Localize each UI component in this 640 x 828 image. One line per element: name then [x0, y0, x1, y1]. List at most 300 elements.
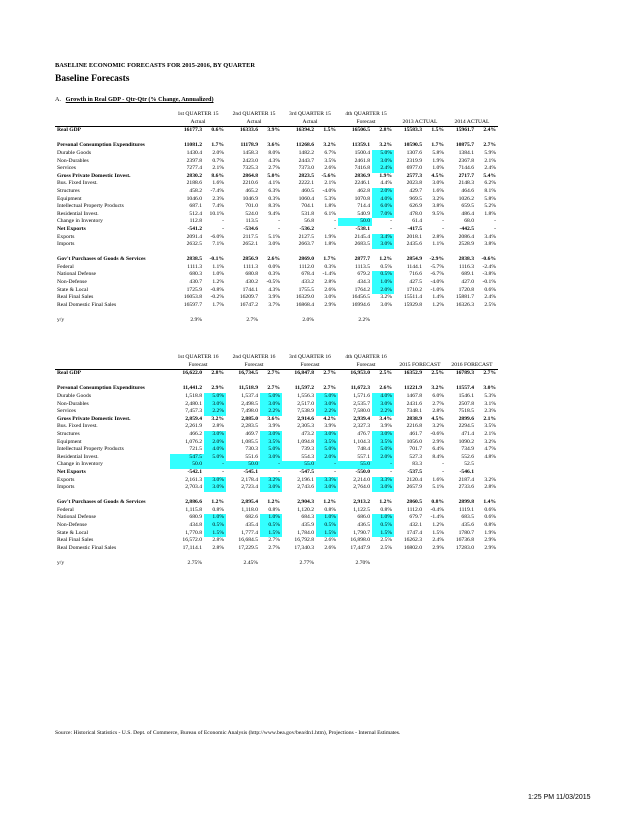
- cell-value: 56.8: [304, 218, 314, 225]
- cell-pct-change: 2.7%: [268, 165, 280, 172]
- cell-pct-change: -: [442, 468, 444, 475]
- row-label: Gov't Purchases of Goods & Services: [57, 256, 146, 263]
- cell-value: [446, 249, 476, 257]
- cell-pct-change: 2.1%: [483, 415, 496, 422]
- cell-pct-change: -5.7%: [430, 263, 444, 270]
- cell-pct-change: 2.8%: [212, 544, 224, 551]
- cell-pct-change: 5.9%: [484, 149, 496, 156]
- cell-pct-change: 2.4%: [372, 165, 394, 173]
- row-label: Non-Durables: [57, 157, 89, 164]
- cell-pct-change: 0.8%: [484, 522, 496, 529]
- cell-pct-change: 5.1%: [268, 233, 280, 240]
- table-row: [55, 234, 498, 242]
- cell-value: 16329.0: [295, 294, 314, 301]
- cell-pct-change: 2.4%: [432, 537, 444, 544]
- table-row: [55, 507, 498, 515]
- cell-pct-change: 3.0%: [316, 401, 338, 409]
- cell-pct-change: 5.1%: [432, 484, 444, 491]
- cell-value: 83.3: [412, 461, 422, 468]
- cell-pct-change: 3.2%: [431, 385, 444, 392]
- cell-value: 551.6: [245, 453, 258, 460]
- cell-pct-change: -: [260, 461, 282, 469]
- cell-value: 540.9: [357, 210, 370, 217]
- cell-value: [446, 317, 476, 325]
- cell-value: [446, 492, 476, 500]
- cell-pct-change: 2.2%: [260, 408, 282, 416]
- cell-pct-change: 2.5%: [380, 537, 392, 544]
- cell-value: 460.5: [301, 187, 314, 194]
- cell-pct-change: 7.0%: [372, 211, 394, 219]
- table-row: [55, 271, 498, 279]
- cell-value: 2507.8: [458, 400, 474, 407]
- cell-value: [338, 492, 372, 500]
- cell-value: 701.0: [245, 203, 258, 210]
- table-row: [55, 431, 498, 439]
- table-row: [55, 158, 498, 166]
- row-label: Structures: [57, 187, 80, 194]
- cell-value: 50.0: [170, 461, 204, 469]
- column-quarter-header: 2nd QUARTER 15: [232, 111, 276, 117]
- cell-value: 15511.4: [404, 294, 422, 301]
- cell-value: 435.6: [461, 522, 474, 529]
- cell-value: 552.6: [461, 453, 474, 460]
- cell-value: 716.6: [409, 271, 422, 278]
- cell-value: 2.7%: [246, 317, 258, 324]
- row-label: y/y: [57, 317, 65, 324]
- table-row: [55, 522, 498, 530]
- column-status-header: Forecast: [226, 362, 282, 370]
- cell-value: 2,161.3: [185, 476, 202, 483]
- cell-value: 1,518.8: [185, 392, 202, 399]
- cell-value: 16209.7: [239, 294, 258, 301]
- cell-value: [282, 135, 316, 143]
- cell-pct-change: 2.8%: [212, 537, 224, 544]
- cell-pct-change: 3.8%: [484, 241, 496, 248]
- cell-pct-change: 3.2%: [379, 142, 392, 149]
- cell-pct-change: 3.1%: [484, 400, 496, 407]
- cell-value: 1,094.8: [297, 438, 314, 445]
- cell-pct-change: 6.3%: [268, 187, 280, 194]
- row-label: Real Domestic Final Sales: [57, 544, 117, 551]
- cell-value: 686.0: [357, 514, 370, 521]
- column-status-header: 2016 FORECAST: [446, 362, 498, 370]
- table-row: [55, 196, 498, 204]
- cell-pct-change: 2.1%: [324, 180, 336, 187]
- cell-pct-change: 2.8%: [204, 370, 226, 378]
- cell-pct-change: 5.3%: [484, 392, 496, 399]
- cell-pct-change: 5.0%: [204, 454, 226, 462]
- cell-value: 16994.6: [351, 301, 370, 308]
- cell-pct-change: [372, 492, 394, 500]
- cell-pct-change: -0.4%: [430, 506, 444, 513]
- cell-pct-change: 3.5%: [372, 439, 394, 447]
- column-status-header: Forecast: [282, 362, 338, 370]
- cell-value: 7348.1: [406, 408, 422, 415]
- cell-value: 1,556.3: [297, 392, 314, 399]
- cell-value: 434.8: [189, 522, 202, 529]
- cell-value: 2,885.0: [241, 415, 258, 422]
- row-label: Bus. Fixed Invest.: [57, 423, 98, 430]
- cell-pct-change: -: [278, 468, 280, 475]
- cell-pct-change: 1.0%: [204, 514, 226, 522]
- cell-pct-change: -: [204, 461, 226, 469]
- cell-value: 2.45%: [243, 560, 258, 567]
- cell-value: 1,115.8: [185, 506, 202, 513]
- row-label: Residential Invest.: [57, 210, 99, 217]
- table-row: [55, 537, 498, 545]
- cell-pct-change: [204, 378, 226, 386]
- cell-pct-change: 0.7%: [212, 157, 224, 164]
- cell-pct-change: -: [222, 225, 224, 232]
- cell-value: 512.4: [189, 210, 202, 217]
- cell-pct-change: 4.5%: [431, 415, 444, 422]
- cell-value: 16177.3: [170, 127, 204, 135]
- cell-value: 2294.5: [458, 423, 474, 430]
- row-label: [55, 309, 170, 317]
- cell-pct-change: 0.6%: [484, 506, 496, 513]
- cell-pct-change: [372, 135, 394, 143]
- table-row: [55, 401, 498, 409]
- cell-pct-change: 2.5%: [424, 370, 446, 378]
- table-row: [55, 552, 498, 560]
- cell-value: 16262.3: [403, 537, 422, 544]
- cell-pct-change: 10.1%: [209, 210, 224, 217]
- cell-pct-change: 1.2%: [267, 499, 280, 506]
- cell-value: 466.2: [189, 430, 202, 437]
- cell-pct-change: 3.2%: [432, 423, 444, 430]
- cell-value: 2187.4: [458, 476, 474, 483]
- cell-pct-change: 2.6%: [324, 537, 336, 544]
- cell-pct-change: [260, 378, 282, 386]
- cell-value: 2,214.0: [353, 476, 370, 483]
- cell-pct-change: 0.3%: [268, 271, 280, 278]
- column-quarter-header: 3rd QUARTER 16: [289, 354, 331, 360]
- cell-value: 16,792.8: [294, 537, 314, 544]
- row-label: Real Final Sales: [57, 294, 94, 301]
- cell-value: 1482.2: [298, 149, 314, 156]
- cell-pct-change: 2.9%: [484, 544, 496, 551]
- cell-pct-change: -: [334, 225, 336, 232]
- column-quarter-header: 1st QUARTER 15: [177, 111, 219, 117]
- cell-value: 683.5: [461, 514, 474, 521]
- cell-pct-change: [476, 552, 498, 560]
- cell-value: [394, 492, 424, 500]
- cell-pct-change: 3.0%: [268, 241, 280, 248]
- cell-pct-change: [476, 309, 498, 317]
- cell-value: 2222.1: [298, 180, 314, 187]
- table-row: [55, 241, 498, 249]
- cell-value: -542.1: [187, 468, 202, 475]
- cell-value: 2,178.4: [241, 476, 258, 483]
- print-timestamp: 1:25 PM 11/03/2015: [528, 794, 591, 801]
- cell-value: 465.2: [245, 187, 258, 194]
- cell-value: -547.5: [299, 468, 314, 475]
- table-row: [55, 188, 498, 196]
- table-row: [55, 530, 498, 538]
- cell-value: 11178.9: [240, 142, 258, 149]
- cell-value: 433.2: [301, 279, 314, 286]
- cell-pct-change: [372, 552, 394, 560]
- cell-value: 2367.8: [458, 157, 474, 164]
- cell-value: [282, 552, 316, 560]
- cell-pct-change: 0.6%: [484, 514, 496, 521]
- cell-pct-change: 1.5%: [372, 530, 394, 538]
- cell-pct-change: -0.1%: [482, 279, 496, 286]
- cell-pct-change: 0.5%: [372, 522, 394, 530]
- row-label: Imports: [57, 241, 75, 248]
- cell-value: 2,939.4: [353, 415, 370, 422]
- cell-pct-change: 3.0%: [372, 431, 394, 439]
- cell-pct-change: [476, 560, 498, 568]
- cell-pct-change: 2.0%: [372, 188, 394, 196]
- cell-pct-change: 3.0%: [204, 431, 226, 439]
- cell-value: 7416.8: [354, 165, 370, 172]
- cell-pct-change: [372, 317, 394, 325]
- table-row: [55, 446, 498, 454]
- cell-pct-change: 1.8%: [324, 203, 336, 210]
- cell-value: 2086.4: [458, 233, 474, 240]
- cell-pct-change: 4.5%: [431, 172, 444, 179]
- cell-pct-change: 2.6%: [324, 544, 336, 551]
- cell-value: 1046.9: [242, 195, 258, 202]
- cell-pct-change: 3.0%: [372, 484, 394, 492]
- cell-value: 427.0: [461, 279, 474, 286]
- cell-value: 55.0: [282, 461, 316, 469]
- cell-pct-change: 2.1%: [484, 157, 496, 164]
- cell-value: 1,770.8: [185, 529, 202, 536]
- cell-value: 524.0: [245, 210, 258, 217]
- row-label: Exports: [57, 233, 75, 240]
- cell-value: 2838.9: [406, 415, 422, 422]
- cell-pct-change: 3.0%: [380, 301, 392, 308]
- cell-value: 112.8: [189, 218, 202, 225]
- cell-pct-change: 0.6%: [204, 127, 226, 135]
- cell-value: 2869.0: [298, 256, 314, 263]
- cell-pct-change: 4.0%: [204, 446, 226, 454]
- cell-pct-change: 4.3%: [268, 157, 280, 164]
- cell-pct-change: 3.0%: [483, 385, 496, 392]
- cell-value: 15881.7: [455, 294, 474, 301]
- cell-value: 2854.9: [406, 256, 422, 263]
- cell-pct-change: 5.0%: [316, 446, 338, 454]
- cell-pct-change: -: [334, 468, 336, 475]
- cell-value: 16,734.5: [226, 370, 260, 378]
- table-row: [55, 294, 498, 302]
- cell-value: [394, 249, 424, 257]
- row-label: State & Local: [57, 529, 89, 536]
- cell-value: 17,114.1: [182, 544, 202, 551]
- cell-value: 2431.6: [406, 400, 422, 407]
- row-label: Non-Durables: [57, 400, 89, 407]
- cell-value: 1500.4: [354, 149, 370, 156]
- cell-value: 11,597.2: [294, 385, 314, 392]
- cell-pct-change: 1.7%: [211, 142, 224, 149]
- cell-value: -546.1: [459, 468, 474, 475]
- cell-pct-change: 1.6%: [212, 180, 224, 187]
- cell-pct-change: [424, 378, 446, 386]
- cell-value: 2.75%: [187, 560, 202, 567]
- cell-pct-change: [316, 135, 338, 143]
- cell-value: 52.5: [464, 461, 474, 468]
- cell-pct-change: 3.2%: [484, 438, 496, 445]
- row-label: Personal Consumption Expenditures: [57, 385, 145, 392]
- cell-pct-change: 2.5%: [380, 544, 392, 551]
- table-row: [55, 385, 498, 393]
- cell-pct-change: 6.7%: [324, 149, 336, 156]
- cell-pct-change: [204, 309, 226, 317]
- cell-pct-change: 1.8%: [484, 210, 496, 217]
- cell-pct-change: 3.6%: [267, 415, 280, 422]
- table-row: [55, 514, 498, 522]
- cell-pct-change: -0.1%: [209, 256, 224, 263]
- cell-pct-change: 3.2%: [211, 415, 224, 422]
- cell-value: 2838.3: [458, 256, 474, 263]
- cell-pct-change: [204, 560, 226, 568]
- cell-value: 16,684.5: [238, 537, 258, 544]
- cell-pct-change: [424, 317, 446, 325]
- column-status-header: Actual: [226, 119, 282, 127]
- table-row: [55, 165, 498, 173]
- cell-pct-change: -0.2%: [210, 294, 224, 301]
- cell-pct-change: 2.8%: [432, 233, 444, 240]
- cell-value: 1546.1: [458, 392, 474, 399]
- table-row: [55, 203, 498, 211]
- cell-value: 1744.1: [242, 286, 258, 293]
- cell-value: [226, 378, 260, 386]
- cell-pct-change: 1.6%: [432, 476, 444, 483]
- cell-pct-change: -: [316, 461, 338, 469]
- row-label: Non-Defense: [57, 522, 87, 529]
- column-quarter-header: [394, 111, 446, 119]
- cell-value: [446, 552, 476, 560]
- cell-pct-change: 2.6%: [324, 165, 336, 172]
- cell-value: 2443.7: [298, 157, 314, 164]
- cell-value: 6977.0: [406, 165, 422, 172]
- cell-pct-change: 4.4%: [380, 180, 392, 187]
- cell-value: 2836.9: [354, 172, 370, 179]
- cell-pct-change: 2.3%: [484, 408, 496, 415]
- cell-value: 626.9: [409, 203, 422, 210]
- cell-value: 1056.0: [406, 438, 422, 445]
- cell-value: 1090.2: [458, 438, 474, 445]
- cell-pct-change: 3.5%: [260, 439, 282, 447]
- cell-pct-change: 6.0%: [372, 203, 394, 211]
- cell-value: 2,703.4: [185, 484, 202, 491]
- cell-value: [338, 378, 372, 386]
- cell-pct-change: 3.9%: [268, 294, 280, 301]
- cell-pct-change: [260, 492, 282, 500]
- cell-pct-change: 2.2%: [372, 408, 394, 416]
- cell-pct-change: [316, 317, 338, 325]
- row-label: Federal: [57, 506, 74, 513]
- table-row: [55, 454, 498, 462]
- cell-value: 7,580.0: [353, 408, 370, 415]
- cell-value: 16747.2: [239, 301, 258, 308]
- row-label: National Defense: [57, 514, 96, 521]
- table-row: [55, 264, 498, 272]
- cell-pct-change: [316, 378, 338, 386]
- cell-value: 1060.4: [298, 195, 314, 202]
- column-quarter-header: [446, 354, 498, 362]
- cell-pct-change: 1.2%: [379, 499, 392, 506]
- cell-pct-change: -6.7%: [430, 271, 444, 278]
- cell-pct-change: -4.0%: [322, 187, 336, 194]
- cell-value: 11,441.2: [182, 385, 202, 392]
- cell-pct-change: -1.4%: [430, 514, 444, 521]
- cell-value: 486.4: [461, 210, 474, 217]
- cell-value: 547.5: [170, 454, 204, 462]
- table-row: [55, 211, 498, 219]
- cell-pct-change: -0.6%: [481, 256, 496, 263]
- cell-pct-change: -: [334, 218, 336, 225]
- table-row: [55, 416, 498, 424]
- cell-pct-change: -0.6%: [430, 430, 444, 437]
- cell-value: 469.7: [245, 430, 258, 437]
- table-row: [55, 180, 498, 188]
- cell-pct-change: 1.1%: [432, 241, 444, 248]
- cell-pct-change: 5.0%: [260, 446, 282, 454]
- cell-pct-change: 5.0%: [316, 393, 338, 401]
- cell-pct-change: 2.8%: [212, 423, 224, 430]
- cell-value: 2877.7: [354, 256, 370, 263]
- cell-value: 50.0: [338, 218, 372, 226]
- cell-value: 50.0: [226, 461, 260, 469]
- cell-value: [446, 309, 476, 317]
- cell-value: 1430.4: [186, 149, 202, 156]
- cell-value: -550.0: [355, 468, 370, 475]
- cell-pct-change: 3.0%: [204, 484, 226, 492]
- cell-value: 1,784.0: [297, 529, 314, 536]
- row-label: Change in Inventory: [57, 218, 103, 225]
- cell-pct-change: 1.5%: [204, 530, 226, 538]
- cell-value: 531.8: [301, 210, 314, 217]
- forecast-table-2015: [55, 111, 498, 325]
- cell-pct-change: 1.4%: [483, 499, 496, 506]
- cell-value: 2899.8: [458, 499, 474, 506]
- cell-value: 2423.0: [242, 157, 258, 164]
- cell-value: 2,480.1: [185, 400, 202, 407]
- table-row: [55, 469, 498, 477]
- table-row: [55, 378, 498, 386]
- cell-value: 1725.9: [186, 286, 202, 293]
- cell-pct-change: 3.0%: [204, 401, 226, 409]
- cell-pct-change: 1.0%: [212, 271, 224, 278]
- cell-value: 2127.5: [298, 233, 314, 240]
- cell-pct-change: 1.7%: [431, 142, 444, 149]
- cell-value: 2,913.2: [353, 499, 370, 506]
- cell-value: -538.1: [355, 225, 370, 232]
- cell-value: 11557.4: [456, 385, 474, 392]
- cell-value: [394, 552, 424, 560]
- cell-pct-change: 2.8%: [324, 279, 336, 286]
- table-row: [55, 135, 498, 143]
- cell-pct-change: 2.9%: [211, 385, 224, 392]
- cell-pct-change: 1.5%: [424, 127, 446, 135]
- cell-pct-change: 8.1%: [484, 187, 496, 194]
- cell-value: 680.8: [245, 271, 258, 278]
- cell-pct-change: 1.0%: [372, 514, 394, 522]
- cell-pct-change: 3.2%: [380, 294, 392, 301]
- column-status-header: Actual: [282, 119, 338, 127]
- cell-value: 61.4: [412, 218, 422, 225]
- cell-pct-change: -6.0%: [210, 233, 224, 240]
- cell-value: [282, 309, 316, 317]
- cell-value: 68.0: [464, 218, 474, 225]
- row-label: Gov't Purchases of Goods & Services: [57, 499, 146, 506]
- cell-value: 1,571.6: [353, 392, 370, 399]
- cell-value: 2856.9: [242, 256, 258, 263]
- cell-pct-change: 0.5%: [260, 522, 282, 530]
